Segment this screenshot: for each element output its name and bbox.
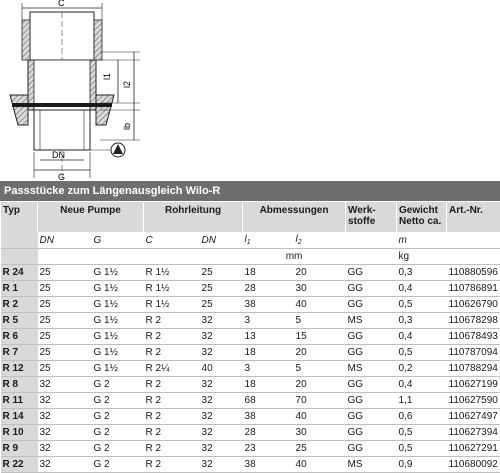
table-cell: R 24	[1, 265, 38, 281]
table-cell: 25	[38, 345, 92, 361]
table-cell: 110627291	[447, 441, 500, 457]
table-cell: 13	[243, 329, 294, 345]
pump-symbol-icon	[111, 143, 125, 157]
dim-l2-label: l2	[122, 81, 132, 88]
fittings-table	[0, 202, 500, 473]
col-neue-pumpe: Neue Pumpe	[38, 202, 144, 232]
dim-c-label: C	[58, 0, 65, 8]
table-cell: 0,4	[397, 377, 447, 393]
table-cell: R 1½	[144, 297, 200, 313]
table-cell: R 2	[144, 425, 200, 441]
table-cell: GG	[346, 329, 397, 345]
table-cell: 0,5	[397, 345, 447, 361]
table-cell: 110627590	[447, 393, 500, 409]
table-cell: 0,5	[397, 425, 447, 441]
table-row	[1, 377, 500, 393]
table-cell: 0,9	[397, 457, 447, 473]
table-cell: 25	[38, 313, 92, 329]
table-cell: GG	[346, 393, 397, 409]
table-cell: R 1	[1, 281, 38, 297]
fitting-drawing	[0, 0, 500, 180]
table-cell: 32	[38, 393, 92, 409]
table-cell: 110678298	[447, 313, 500, 329]
table-cell: R 6	[1, 329, 38, 345]
table-cell: R 2¼	[144, 361, 200, 377]
table-cell: R 2	[144, 313, 200, 329]
table-cell: G 1½	[92, 297, 144, 313]
table-cell: 15	[294, 329, 346, 345]
table-cell: 1,1	[397, 393, 447, 409]
table-cell: 110626790	[447, 297, 500, 313]
table-cell: 25	[200, 281, 243, 297]
table-cell: 32	[200, 409, 243, 425]
table-cell: G 2	[92, 441, 144, 457]
sub-m: m	[397, 232, 447, 249]
table-cell: R 10	[1, 425, 38, 441]
table-cell: MS	[346, 313, 397, 329]
table-cell: 38	[243, 409, 294, 425]
col-typ: Typ	[1, 202, 38, 232]
table-row	[1, 313, 500, 329]
table-cell: 32	[38, 441, 92, 457]
table-cell: 110627394	[447, 425, 500, 441]
table-cell: G 1½	[92, 281, 144, 297]
table-cell: 5	[294, 361, 346, 377]
table-cell: R 7	[1, 345, 38, 361]
table-cell: R 2	[144, 377, 200, 393]
table-cell: G 1½	[92, 345, 144, 361]
table-row	[1, 265, 500, 281]
table-cell: R 9	[1, 441, 38, 457]
lower-pipe	[34, 110, 90, 150]
table-row	[1, 441, 500, 457]
table-cell: 0,2	[397, 361, 447, 377]
table-cell: 20	[294, 265, 346, 281]
table-row	[1, 361, 500, 377]
table-cell: GG	[346, 297, 397, 313]
table-cell: 23	[243, 441, 294, 457]
table-cell: 110786891	[447, 281, 500, 297]
table-cell: R 2	[1, 297, 38, 313]
table-cell: GG	[346, 281, 397, 297]
sub-dn2: DN	[200, 232, 243, 249]
table-cell: G 2	[92, 409, 144, 425]
table-cell: 0,4	[397, 281, 447, 297]
flange	[10, 95, 28, 125]
table-cell: 30	[294, 425, 346, 441]
table-cell: R 1½	[144, 265, 200, 281]
table-cell: GG	[346, 345, 397, 361]
table-cell: 25	[38, 265, 92, 281]
table-cell: GG	[346, 409, 397, 425]
dim-lb-label: lb	[122, 123, 132, 130]
table-cell: 110680092	[447, 457, 500, 473]
table-cell: 25	[200, 297, 243, 313]
table-cell: G 2	[92, 425, 144, 441]
table-cell: 110627497	[447, 409, 500, 425]
table-cell: 110788294	[447, 361, 500, 377]
table-cell: 18	[243, 377, 294, 393]
table-cell: 32	[38, 409, 92, 425]
table-cell: 3	[243, 361, 294, 377]
sub-c: C	[144, 232, 200, 249]
dim-l1-label: l1	[102, 73, 112, 80]
table-row	[1, 345, 500, 361]
table-cell: 32	[200, 313, 243, 329]
table-cell: GG	[346, 265, 397, 281]
table-cell: 110787094	[447, 345, 500, 361]
table-cell: 32	[200, 441, 243, 457]
table-cell: 32	[200, 457, 243, 473]
table-cell: R 12	[1, 361, 38, 377]
table-cell: 32	[200, 345, 243, 361]
table-cell: 0,4	[397, 329, 447, 345]
col-gewicht: Gewicht Netto ca.	[397, 202, 447, 232]
table-cell: R 11	[1, 393, 38, 409]
table-cell: 110880596	[447, 265, 500, 281]
table-cell: 32	[200, 425, 243, 441]
table-cell: 5	[294, 313, 346, 329]
table-cell: R 1½	[144, 281, 200, 297]
table-cell: 20	[294, 345, 346, 361]
table-cell: G 2	[92, 393, 144, 409]
table-cell: 25	[294, 441, 346, 457]
table-row	[1, 329, 500, 345]
table-cell: 70	[294, 393, 346, 409]
table-cell: 0,3	[397, 313, 447, 329]
sub-dn1: DN	[38, 232, 92, 249]
table-cell: 38	[243, 457, 294, 473]
unit-mm: mm	[243, 249, 346, 265]
table-cell: R 2	[144, 409, 200, 425]
table-cell: 18	[243, 265, 294, 281]
table-cell: 3	[243, 313, 294, 329]
table-cell: MS	[346, 361, 397, 377]
table-title: Passstücke zum Längenausgleich Wilo-R	[0, 181, 500, 201]
table-row	[1, 425, 500, 441]
table-cell: MS	[346, 457, 397, 473]
table-cell: 32	[200, 377, 243, 393]
table-cell: 32	[38, 457, 92, 473]
table-cell: R 2	[144, 345, 200, 361]
col-abmessungen: Abmessungen	[243, 202, 346, 232]
table-cell: 38	[243, 297, 294, 313]
table-cell: G 1½	[92, 265, 144, 281]
table-cell: G 2	[92, 377, 144, 393]
dim-dn-label: DN	[52, 150, 65, 160]
sub-l1: $l_1$	[243, 232, 294, 249]
table-cell: R 2	[144, 457, 200, 473]
table-cell: 110678493	[447, 329, 500, 345]
table-cell: 30	[294, 281, 346, 297]
table-cell: 40	[200, 361, 243, 377]
table-cell: R 5	[1, 313, 38, 329]
table-cell: 0,6	[397, 409, 447, 425]
table-cell: G 1½	[92, 361, 144, 377]
table-cell: 32	[200, 329, 243, 345]
table-cell: 28	[243, 281, 294, 297]
table-cell: R 22	[1, 457, 38, 473]
table-cell: 32	[38, 377, 92, 393]
table-cell: 25	[38, 281, 92, 297]
table-cell: 32	[38, 425, 92, 441]
table-cell: 25	[38, 329, 92, 345]
table-cell: R 8	[1, 377, 38, 393]
table-cell: 0,5	[397, 297, 447, 313]
table-cell: 28	[243, 425, 294, 441]
table-cell: R 14	[1, 409, 38, 425]
col-artnr: Art.-Nr.	[447, 202, 500, 232]
table-cell: 25	[200, 265, 243, 281]
sub-g: G	[92, 232, 144, 249]
table-cell: 20	[294, 377, 346, 393]
table-cell: 40	[294, 457, 346, 473]
table-cell: 110627199	[447, 377, 500, 393]
table-cell: 25	[38, 297, 92, 313]
table-cell: 18	[243, 345, 294, 361]
table-cell: 0,5	[397, 441, 447, 457]
table-cell: 0,3	[397, 265, 447, 281]
table-row	[1, 393, 500, 409]
table-cell: 40	[294, 297, 346, 313]
col-rohrleitung: Rohrleitung	[144, 202, 243, 232]
dim-g-label: G	[58, 172, 65, 180]
table-cell: GG	[346, 425, 397, 441]
table-cell: 25	[38, 361, 92, 377]
table-row	[1, 297, 500, 313]
table-cell: 32	[200, 393, 243, 409]
table-row	[1, 281, 500, 297]
unit-kg: kg	[397, 249, 447, 265]
table-cell: 68	[243, 393, 294, 409]
table-cell: GG	[346, 441, 397, 457]
table-cell: R 2	[144, 329, 200, 345]
table-cell: G 2	[92, 457, 144, 473]
col-werkstoffe: Werk- stoffe	[346, 202, 397, 232]
table-cell: 40	[294, 409, 346, 425]
table-row	[1, 409, 500, 425]
table-row	[1, 457, 500, 473]
table-cell: R 2	[144, 393, 200, 409]
sub-l2: $l_2$	[294, 232, 346, 249]
table-cell: G 1½	[92, 313, 144, 329]
table-cell: R 2	[144, 441, 200, 457]
table-cell: G 1½	[92, 329, 144, 345]
table-cell: GG	[346, 377, 397, 393]
